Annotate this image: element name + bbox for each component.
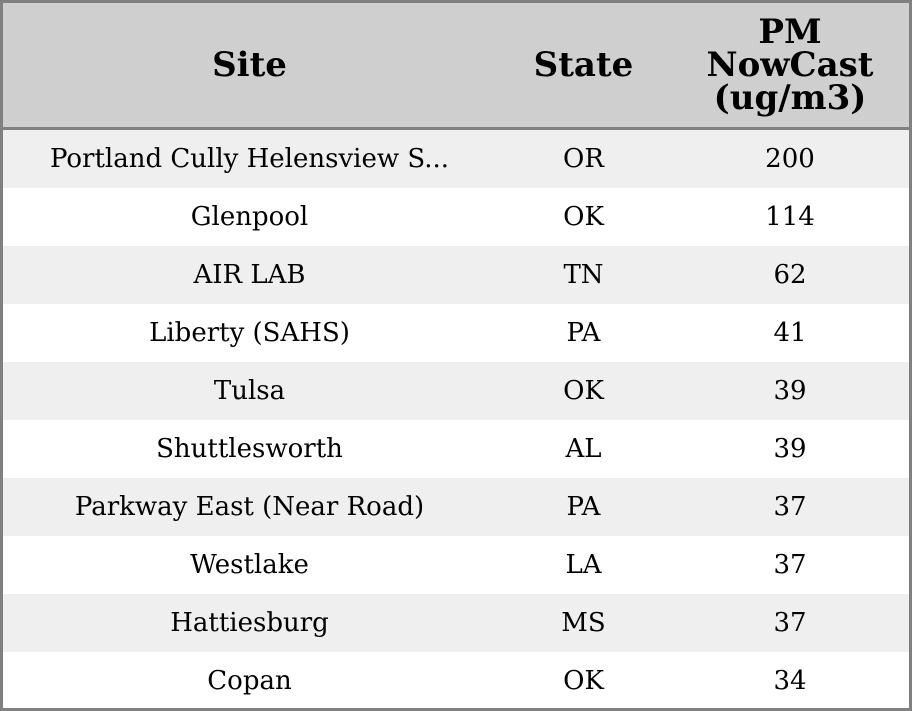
- table-row: [3, 652, 909, 710]
- cell-site: Parkway East (Near Road): [3, 478, 496, 536]
- header-state: State: [496, 3, 671, 129]
- cell-site: Westlake: [3, 536, 496, 594]
- cell-site: Portland Cully Helensview S...: [3, 129, 496, 189]
- table-row: [3, 362, 909, 420]
- cell-site: Tulsa: [3, 362, 496, 420]
- cell-site: Shuttlesworth: [3, 420, 496, 478]
- header-pm-line-1: PM: [758, 11, 822, 52]
- cell-pm: 62: [671, 246, 909, 304]
- cell-pm: 41: [671, 304, 909, 362]
- cell-pm: 37: [671, 594, 909, 652]
- cell-state: OK: [496, 652, 671, 710]
- table-row: [3, 594, 909, 652]
- cell-pm: 37: [671, 478, 909, 536]
- cell-state: OK: [496, 362, 671, 420]
- table-row: [3, 478, 909, 536]
- table-row: [3, 188, 909, 246]
- table-row: [3, 536, 909, 594]
- cell-pm: 37: [671, 536, 909, 594]
- cell-site: AIR LAB: [3, 246, 496, 304]
- cell-state: AL: [496, 420, 671, 478]
- table-header: [3, 3, 909, 129]
- header-pm-line-2: NowCast: [706, 44, 874, 85]
- header-row: [3, 3, 909, 129]
- cell-state: PA: [496, 478, 671, 536]
- cell-state: MS: [496, 594, 671, 652]
- cell-site: Copan: [3, 652, 496, 710]
- table-body: [3, 129, 909, 711]
- cell-state: PA: [496, 304, 671, 362]
- cell-pm: 39: [671, 420, 909, 478]
- cell-site: Glenpool: [3, 188, 496, 246]
- pm-nowcast-table: [3, 3, 909, 710]
- cell-pm: 200: [671, 129, 909, 189]
- cell-state: OK: [496, 188, 671, 246]
- cell-state: TN: [496, 246, 671, 304]
- header-site: Site: [3, 3, 496, 129]
- cell-pm: 39: [671, 362, 909, 420]
- cell-pm: 114: [671, 188, 909, 246]
- header-pm-nowcast: [671, 3, 909, 129]
- table-row: [3, 304, 909, 362]
- cell-pm: 34: [671, 652, 909, 710]
- cell-site: Hattiesburg: [3, 594, 496, 652]
- cell-state: LA: [496, 536, 671, 594]
- cell-state: OR: [496, 129, 671, 189]
- table-row: [3, 246, 909, 304]
- cell-site: Liberty (SAHS): [3, 304, 496, 362]
- table-row: [3, 420, 909, 478]
- table-row: [3, 129, 909, 189]
- header-pm-line-3: (ug/m3): [713, 77, 867, 118]
